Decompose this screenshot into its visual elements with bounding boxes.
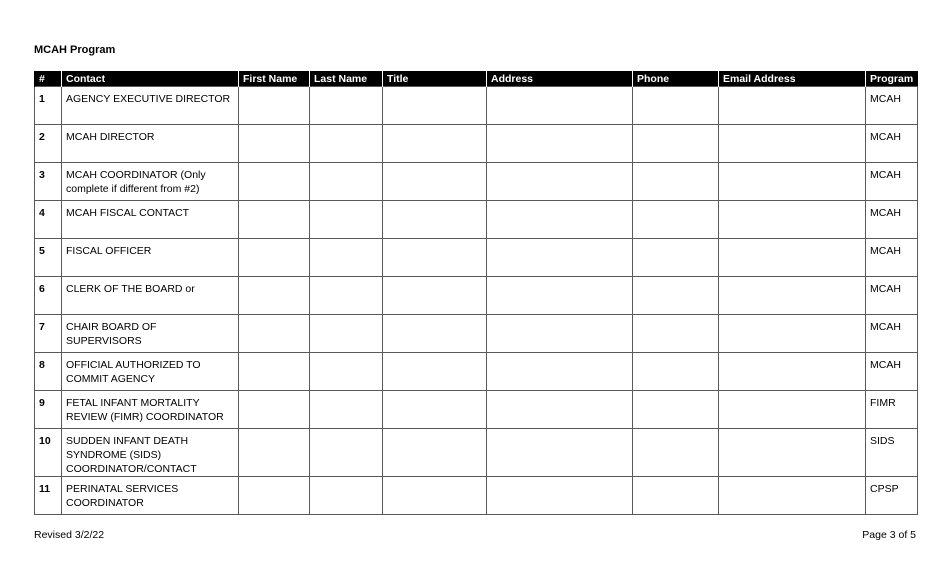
email-cell[interactable]: [719, 477, 866, 515]
program-cell: MCAH: [866, 277, 918, 315]
program-cell: FIMR: [866, 391, 918, 429]
last-name-cell[interactable]: [310, 391, 383, 429]
email-cell[interactable]: [719, 163, 866, 201]
address-cell[interactable]: [487, 477, 633, 515]
first-name-cell[interactable]: [239, 125, 310, 163]
title-cell[interactable]: [383, 163, 487, 201]
table-row: [35, 201, 918, 239]
address-cell[interactable]: [487, 277, 633, 315]
contact-cell: MCAH DIRECTOR: [62, 125, 239, 163]
column-header-phone: Phone: [633, 71, 719, 87]
address-cell[interactable]: [487, 125, 633, 163]
phone-cell[interactable]: [633, 277, 719, 315]
column-header-number: #: [35, 71, 62, 87]
email-cell[interactable]: [719, 315, 866, 353]
table-row: [35, 315, 918, 353]
last-name-cell[interactable]: [310, 353, 383, 391]
row-number-cell: 9: [35, 391, 62, 429]
first-name-cell[interactable]: [239, 239, 310, 277]
first-name-cell[interactable]: [239, 201, 310, 239]
program-cell: MCAH: [866, 315, 918, 353]
phone-cell[interactable]: [633, 87, 719, 125]
address-cell[interactable]: [487, 353, 633, 391]
contact-cell: FISCAL OFFICER: [62, 239, 239, 277]
last-name-cell[interactable]: [310, 201, 383, 239]
table-row: [35, 277, 918, 315]
address-cell[interactable]: [487, 87, 633, 125]
program-cell: SIDS: [866, 429, 918, 477]
first-name-cell[interactable]: [239, 163, 310, 201]
phone-cell[interactable]: [633, 477, 719, 515]
row-number-cell: 5: [35, 239, 62, 277]
phone-cell[interactable]: [633, 201, 719, 239]
title-cell[interactable]: [383, 239, 487, 277]
first-name-cell[interactable]: [239, 315, 310, 353]
program-cell: MCAH: [866, 163, 918, 201]
contact-cell: MCAH FISCAL CONTACT: [62, 201, 239, 239]
table-row: [35, 125, 918, 163]
program-cell: MCAH: [866, 201, 918, 239]
column-header-program: Program: [866, 71, 918, 87]
table-row: [35, 391, 918, 429]
row-number-cell: 2: [35, 125, 62, 163]
title-cell[interactable]: [383, 315, 487, 353]
program-cell: MCAH: [866, 353, 918, 391]
phone-cell[interactable]: [633, 125, 719, 163]
column-header-first-name: First Name: [239, 71, 310, 87]
contact-cell: FETAL INFANT MORTALITY REVIEW (FIMR) COORDINATOR: [62, 391, 239, 429]
title-cell[interactable]: [383, 277, 487, 315]
table-header-row: [35, 71, 918, 87]
column-header-contact: Contact: [62, 71, 239, 87]
address-cell[interactable]: [487, 391, 633, 429]
phone-cell[interactable]: [633, 429, 719, 477]
row-number-cell: 7: [35, 315, 62, 353]
column-header-last-name: Last Name: [310, 71, 383, 87]
row-number-cell: 3: [35, 163, 62, 201]
last-name-cell[interactable]: [310, 477, 383, 515]
first-name-cell[interactable]: [239, 277, 310, 315]
table-body: [35, 87, 918, 515]
row-number-cell: 4: [35, 201, 62, 239]
last-name-cell[interactable]: [310, 87, 383, 125]
phone-cell[interactable]: [633, 315, 719, 353]
page-title: MCAH Program: [34, 44, 116, 56]
contact-cell: AGENCY EXECUTIVE DIRECTOR: [62, 87, 239, 125]
program-cell: MCAH: [866, 239, 918, 277]
last-name-cell[interactable]: [310, 125, 383, 163]
email-cell[interactable]: [719, 87, 866, 125]
first-name-cell[interactable]: [239, 477, 310, 515]
program-cell: MCAH: [866, 125, 918, 163]
address-cell[interactable]: [487, 239, 633, 277]
phone-cell[interactable]: [633, 353, 719, 391]
column-header-email: Email Address: [719, 71, 866, 87]
phone-cell[interactable]: [633, 391, 719, 429]
last-name-cell[interactable]: [310, 163, 383, 201]
column-header-title: Title: [383, 71, 487, 87]
phone-cell[interactable]: [633, 239, 719, 277]
table-row: [35, 477, 918, 515]
program-cell: MCAH: [866, 87, 918, 125]
table-row: [35, 163, 918, 201]
title-cell[interactable]: [383, 391, 487, 429]
page-number: Page 3 of 5: [862, 529, 916, 541]
contact-cell: OFFICIAL AUTHORIZED TO COMMIT AGENCY: [62, 353, 239, 391]
email-cell[interactable]: [719, 391, 866, 429]
table-row: [35, 429, 918, 477]
row-number-cell: 11: [35, 477, 62, 515]
contact-cell: CLERK OF THE BOARD or: [62, 277, 239, 315]
column-header-address: Address: [487, 71, 633, 87]
address-cell[interactable]: [487, 201, 633, 239]
contact-cell: MCAH COORDINATOR (Only complete if different from #2): [62, 163, 239, 201]
row-number-cell: 10: [35, 429, 62, 477]
first-name-cell[interactable]: [239, 353, 310, 391]
email-cell[interactable]: [719, 353, 866, 391]
last-name-cell[interactable]: [310, 277, 383, 315]
contact-cell: SUDDEN INFANT DEATH SYNDROME (SIDS) COORDINATOR/CONTACT: [62, 429, 239, 477]
table-row: [35, 87, 918, 125]
last-name-cell[interactable]: [310, 239, 383, 277]
address-cell[interactable]: [487, 429, 633, 477]
title-cell[interactable]: [383, 353, 487, 391]
contact-cell: CHAIR BOARD OF SUPERVISORS: [62, 315, 239, 353]
last-name-cell[interactable]: [310, 315, 383, 353]
title-cell[interactable]: [383, 477, 487, 515]
address-cell[interactable]: [487, 163, 633, 201]
phone-cell[interactable]: [633, 163, 719, 201]
first-name-cell[interactable]: [239, 87, 310, 125]
last-name-cell[interactable]: [310, 429, 383, 477]
program-cell: CPSP: [866, 477, 918, 515]
revised-date: Revised 3/2/22: [34, 529, 105, 541]
row-number-cell: 1: [35, 87, 62, 125]
email-cell[interactable]: [719, 125, 866, 163]
address-cell[interactable]: [487, 315, 633, 353]
row-number-cell: 6: [35, 277, 62, 315]
email-cell[interactable]: [719, 429, 866, 477]
email-cell[interactable]: [719, 201, 866, 239]
table-row: [35, 239, 918, 277]
title-cell[interactable]: [383, 125, 487, 163]
row-number-cell: 8: [35, 353, 62, 391]
title-cell[interactable]: [383, 429, 487, 477]
first-name-cell[interactable]: [239, 429, 310, 477]
contact-cell: PERINATAL SERVICES COORDINATOR: [62, 477, 239, 515]
table-row: [35, 353, 918, 391]
first-name-cell[interactable]: [239, 391, 310, 429]
title-cell[interactable]: [383, 201, 487, 239]
email-cell[interactable]: [719, 239, 866, 277]
email-cell[interactable]: [719, 277, 866, 315]
contacts-table: [34, 71, 918, 515]
title-cell[interactable]: [383, 87, 487, 125]
